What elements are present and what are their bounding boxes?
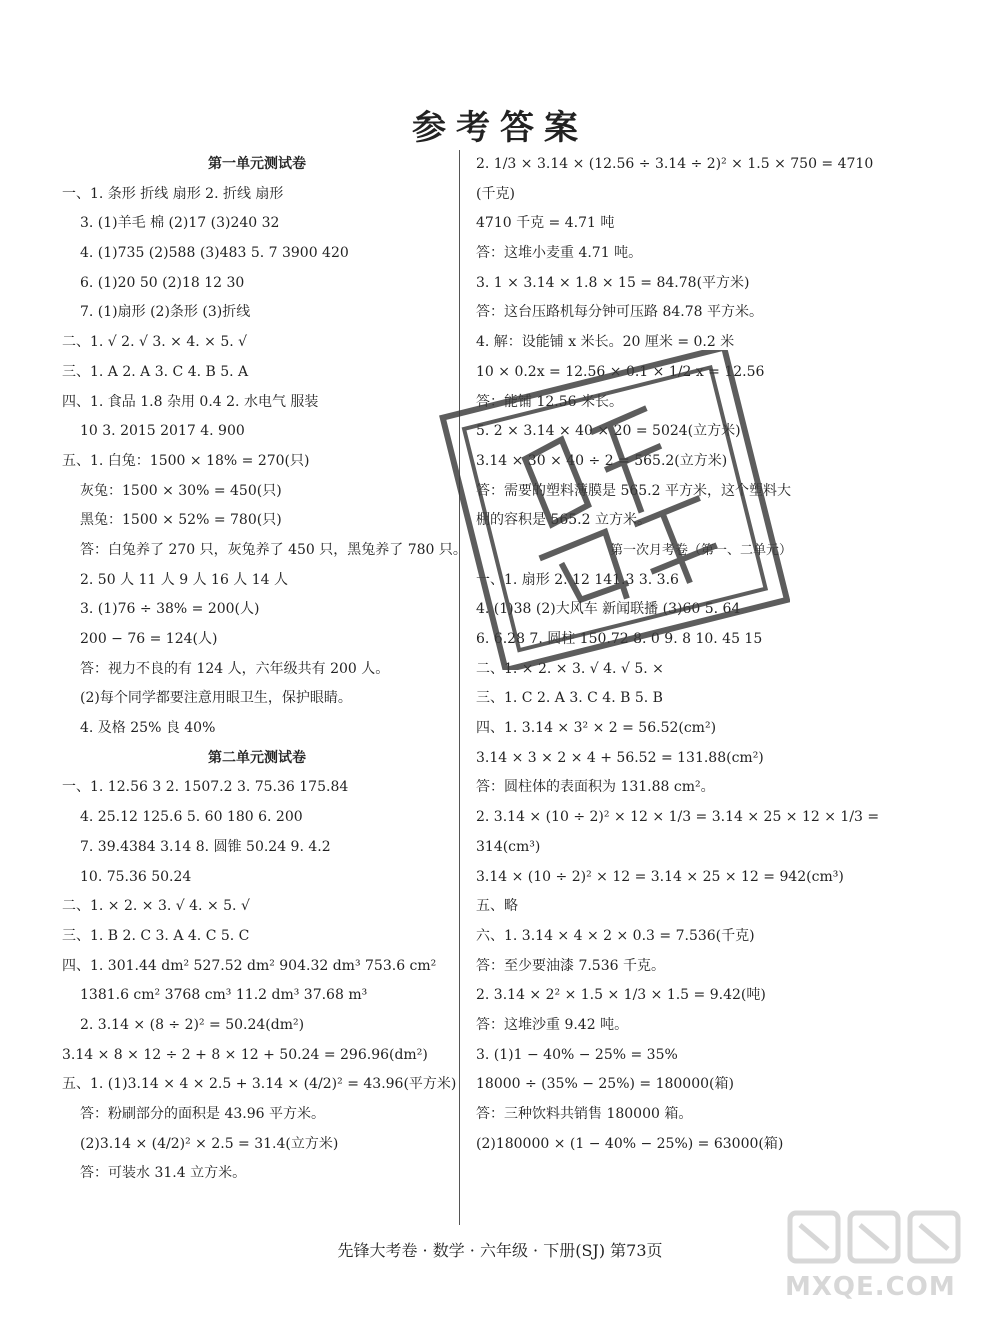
answer-line: 3. (1)1 − 40% − 25% = 35% (476, 1046, 678, 1063)
answer-line: 黑兔：1500 × 52% = 780(只) (80, 512, 282, 529)
answer-line: 答：视力不良的有 124 人，六年级共有 200 人。 (80, 660, 390, 677)
answer-line: 10. 75.36 50.24 (80, 868, 192, 885)
answer-line: 答：三种饮料共销售 180000 箱。 (476, 1106, 693, 1122)
seal-stamp (430, 350, 790, 670)
answer-line: (千克) (476, 185, 515, 202)
answer-line: 一、1. 扇形 2. 12 141.3 3. 3.6 (476, 571, 679, 588)
answer-line: 三、1. B 2. C 3. A 4. C 5. C (62, 927, 250, 944)
answer-line: 答：这堆小麦重 4.71 吨。 (476, 245, 643, 262)
answer-line: 5. 2 × 3.14 × 40 × 20 = 5024(立方米) (476, 423, 741, 440)
answer-line: 3.14 × 3 × 2 × 4 + 56.52 = 131.88(cm²) (476, 749, 764, 766)
answer-line: 四、1. 3.14 × 3² × 2 = 56.52(cm²) (476, 720, 717, 737)
answer-line: 六、1. 3.14 × 4 × 2 × 0.3 = 7.536(千克) (476, 927, 755, 944)
page-footer: 先锋大考卷 · 数学 · 六年级 · 下册(SJ) 第73页 (337, 1241, 663, 1260)
answer-line: 棚的容积是 565.2 立方米。 (476, 512, 651, 529)
answer-line: 18000 ÷ (35% − 25%) = 180000(箱) (476, 1076, 734, 1093)
answer-line: 2. 3.14 × (10 ÷ 2)² × 12 × 1/3 = 3.14 × 25 × 12 × 1/3 = (476, 809, 880, 826)
answer-line: 2. 3.14 × (8 ÷ 2)² = 50.24(dm²) (80, 1016, 305, 1033)
answer-line: 答：需要的塑料薄膜是 565.2 平方米，这个塑料大 (476, 482, 791, 499)
answer-line: 4710 千克 = 4.71 吨 (476, 215, 615, 232)
answer-line: 314(cm³) (476, 838, 541, 855)
answer-line: 一、1. 12.56 3 2. 1507.2 3. 75.36 175.84 (62, 779, 349, 796)
answer-line: 五、1. 白兔：1500 × 18% = 270(只) (62, 452, 310, 469)
answer-line: 二、1. × 2. × 3. √ 4. × 5. √ (62, 898, 250, 915)
answer-line: 4. (1)735 (2)588 (3)483 5. 7 3900 420 (80, 245, 349, 262)
answer-line: 3.14 × 8 × 12 ÷ 2 + 8 × 12 + 50.24 = 296.96(dm²) (62, 1046, 428, 1063)
section-heading: 第一次月考卷（第一、二单元） (609, 542, 792, 558)
answer-line: (2)3.14 × (4/2)² × 2.5 = 31.4(立方米) (80, 1135, 339, 1152)
answer-line: 4. (1)38 (2)大风车 新闻联播 (3)60 5. 64 (476, 601, 741, 618)
answer-line: 6. 6.28 7. 圆柱 150.72 8. 0 9. 8 10. 45 15 (476, 631, 763, 647)
section-heading: 第一单元测试卷 (208, 156, 306, 172)
answer-line: 3. (1)羊毛 棉 (2)17 (3)240 32 (80, 215, 280, 232)
answer-line: 6. (1)20 50 (2)18 12 30 (80, 274, 245, 291)
answer-line: 灰兔：1500 × 30% = 450(只) (80, 482, 282, 499)
answer-line: 4. 解：设能铺 x 米长。20 厘米 = 0.2 米 (476, 334, 735, 351)
answer-line: 答：白兔养了 270 只，灰兔养了 450 只，黑兔养了 780 只。 (80, 541, 467, 558)
answer-line: 7. (1)扇形 (2)条形 (3)折线 (80, 304, 251, 321)
answer-line: (2)180000 × (1 − 40% − 25%) = 63000(箱) (476, 1135, 784, 1152)
answer-line: 答：这台压路机每分钟可压路 84.78 平方米。 (476, 304, 763, 321)
answer-line: 4. 及格 25% 良 40% (80, 720, 216, 737)
answer-line: 一、1. 条形 折线 扇形 2. 折线 扇形 (62, 185, 284, 202)
answer-line: 三、1. A 2. A 3. C 4. B 5. A (62, 363, 249, 380)
answer-line: 10 3. 2015 2017 4. 900 (80, 423, 245, 440)
answer-line: 二、1. √ 2. √ 3. × 4. × 5. √ (62, 334, 248, 351)
answer-line: (2)每个同学都要注意用眼卫生，保护眼睛。 (80, 690, 352, 707)
answer-line: 2. 1/3 × 3.14 × (12.56 ÷ 3.14 ÷ 2)² × 1.5 × 750 = 4710 (476, 156, 874, 172)
left-column (62, 150, 467, 1189)
answer-line: 答：这堆沙重 9.42 吨。 (476, 1016, 629, 1033)
answer-line: 3.14 × (10 ÷ 2)² × 12 = 3.14 × 25 × 12 = 942(cm³) (476, 868, 844, 885)
answer-line: 3.14 × 30 × 40 ÷ 2 = 565.2(立方米) (476, 452, 728, 469)
answer-line: 五、1. (1)3.14 × 4 × 2.5 + 3.14 × (4/2)² = 43.96(平方米) (62, 1076, 457, 1093)
answer-line: 三、1. C 2. A 3. C 4. B 5. B (476, 690, 663, 707)
answer-line: 答：可装水 31.4 立方米。 (80, 1165, 247, 1182)
answer-line: 答：粉刷部分的面积是 43.96 平方米。 (80, 1106, 325, 1122)
answer-line: 7. 39.4384 3.14 8. 圆锥 50.24 9. 4.2 (80, 838, 331, 855)
watermark-text: MXQE.COM (785, 1272, 956, 1302)
answer-line: 3. (1)76 ÷ 38% = 200(人) (80, 601, 260, 618)
answer-line: 200 − 76 = 124(人) (80, 631, 218, 647)
answer-line: 2. 50 人 11 人 9 人 16 人 14 人 (80, 571, 289, 588)
column-divider (459, 150, 460, 1225)
answer-line: 四、1. 食品 1.8 杂用 0.4 2. 水电气 服装 (62, 393, 319, 410)
answer-line: 二、1. × 2. × 3. √ 4. √ 5. × (476, 660, 664, 677)
answer-line: 4. 25.12 125.6 5. 60 180 6. 200 (80, 809, 303, 826)
answer-line: 10 × 0.2x = 12.56 × 0.1 × 1/2 x = 12.56 (476, 363, 765, 380)
section-heading: 第二单元测试卷 (208, 749, 306, 766)
answer-line: 答：圆柱体的表面积为 131.88 cm²。 (476, 779, 715, 796)
answer-line: 答：至少要油漆 7.536 千克。 (476, 957, 665, 974)
answer-line: 2. 3.14 × 2² × 1.5 × 1/3 × 1.5 = 9.42(吨) (476, 987, 766, 1004)
answer-line: 五、略 (476, 898, 518, 915)
answer-line: 1381.6 cm² 3768 cm³ 11.2 dm³ 37.68 m³ (80, 987, 368, 1004)
answer-line: 答：能铺 12.56 米长。 (476, 393, 623, 410)
answer-line: 四、1. 301.44 dm² 527.52 dm² 904.32 dm³ 753.6 cm² (62, 957, 437, 974)
answer-line: 3. 1 × 3.14 × 1.8 × 15 = 84.78(平方米) (476, 274, 750, 291)
page-title: 参考答案 (412, 108, 588, 148)
